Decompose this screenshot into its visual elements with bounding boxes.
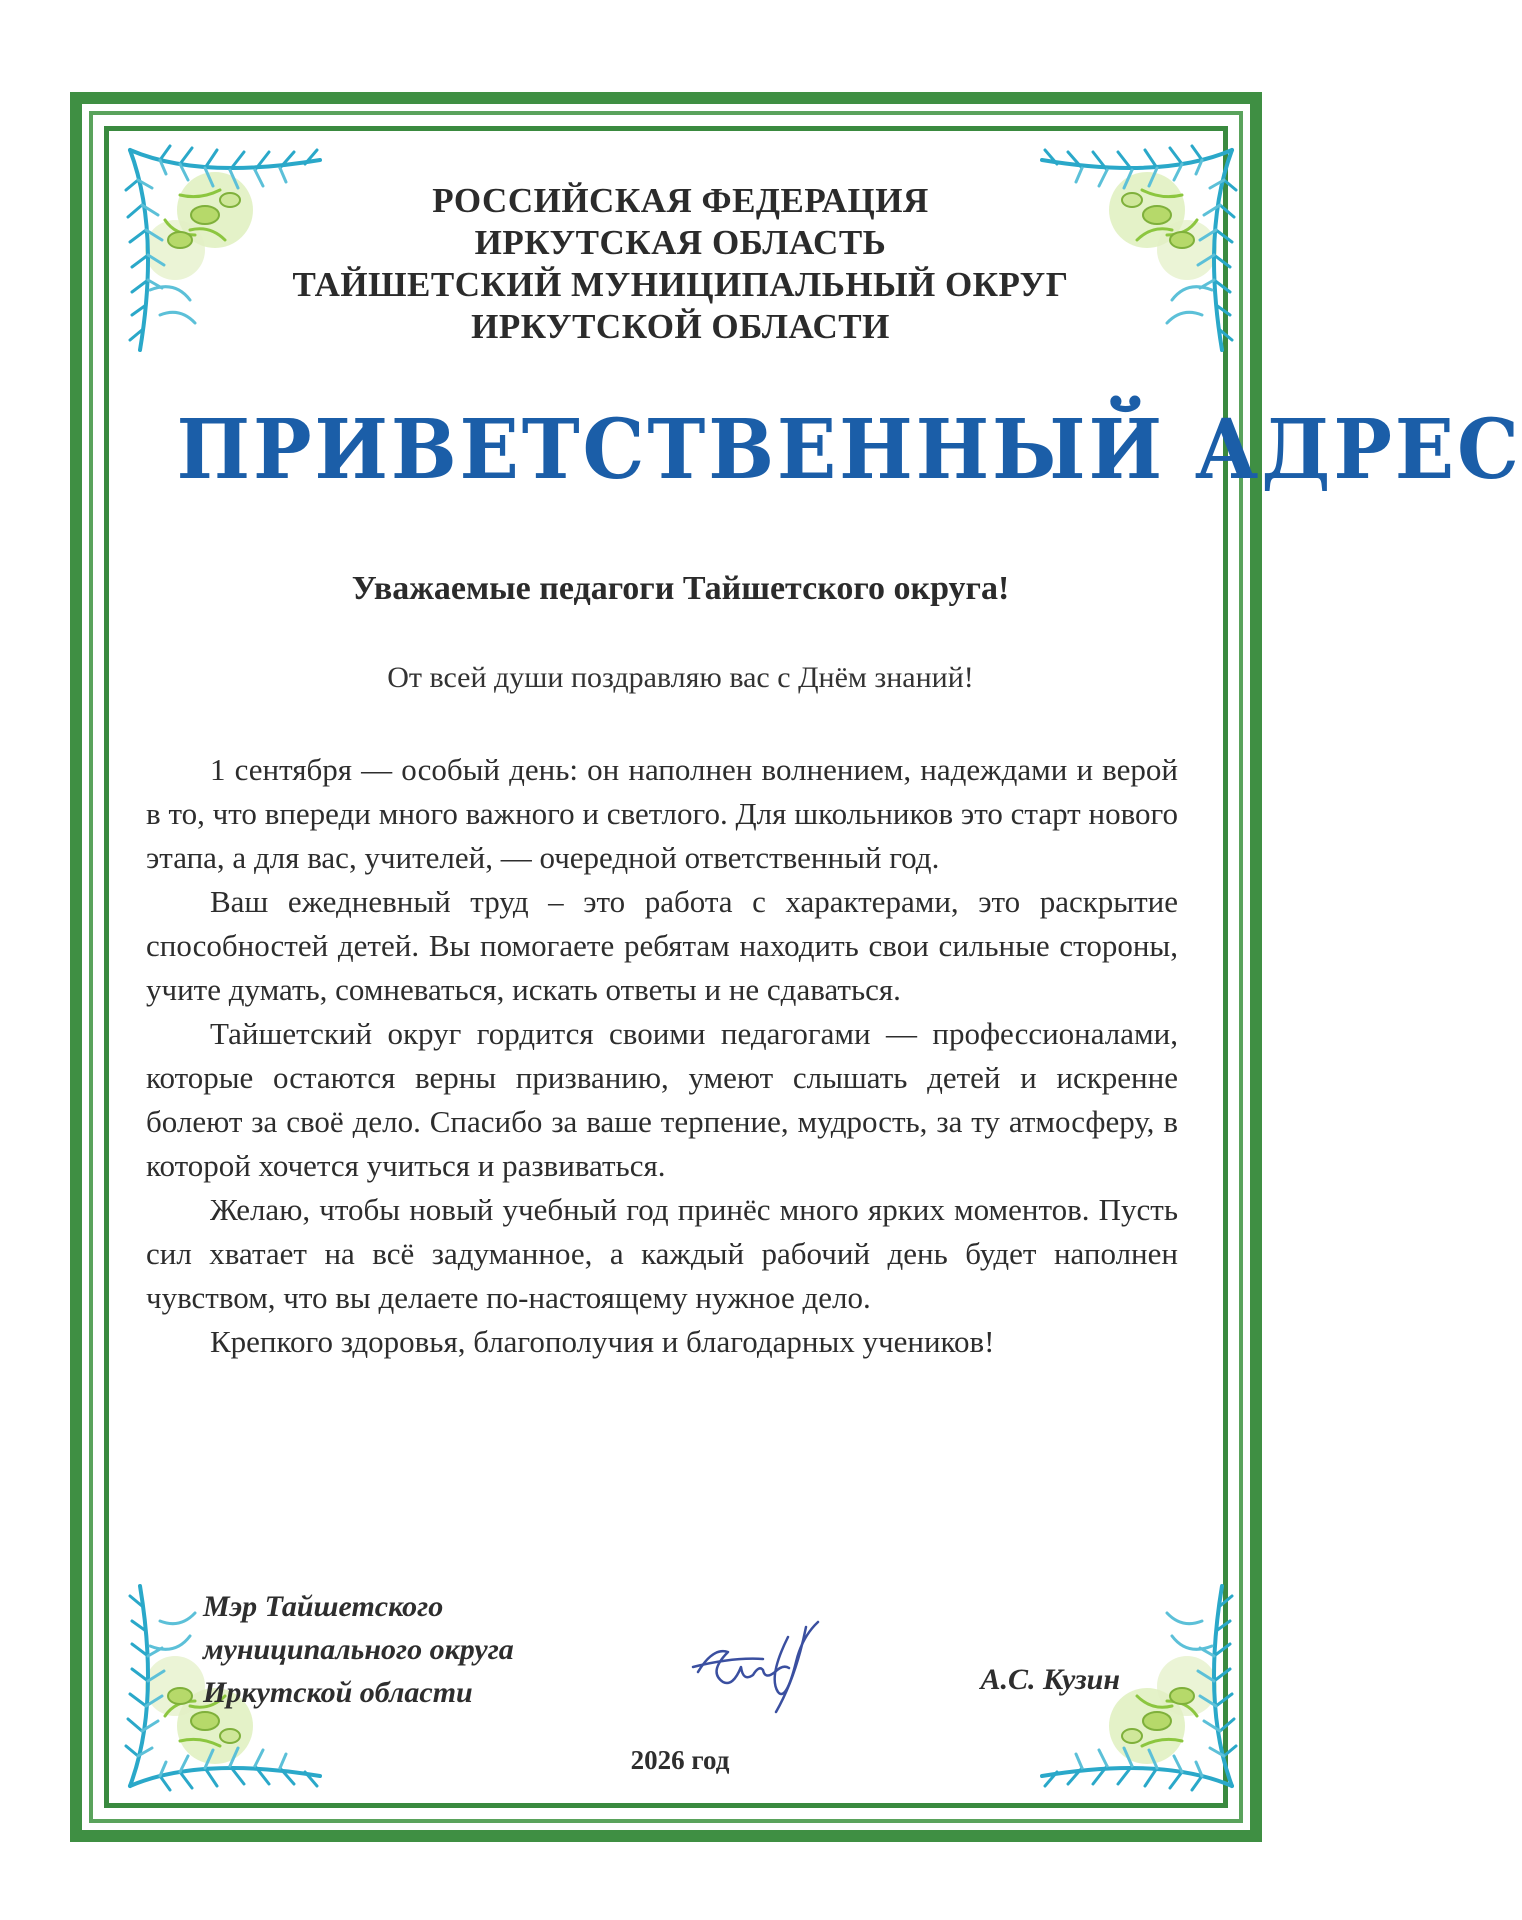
header-line-district: ТАЙШЕТСКИЙ МУНИЦИПАЛЬНЫЙ ОКРУГ	[292, 265, 1069, 304]
header-line-region: ИРКУТСКАЯ ОБЛАСТЬ	[474, 223, 887, 262]
position-line: Мэр Тайшетского	[203, 1590, 444, 1623]
handwritten-signature-icon	[688, 1612, 838, 1722]
body-paragraph: Тайшетский округ гордится своими педагогами — профессионалами, которые остаются верны призванию, умеют слышать детей и искренне болеют за своё дело. Спасибо за ваше терпение, мудрость, за ту атмосферу, в которой хочется учиться и развиваться.	[146, 1016, 1178, 1183]
position-line: муниципального округа	[203, 1633, 514, 1666]
letter-body	[146, 748, 1178, 1364]
document-year: 2026 год	[630, 1745, 730, 1775]
greeting-heading: Уважаемые педагоги Тайшетского округа!	[351, 570, 1010, 607]
document-header	[200, 180, 1161, 348]
header-line-country: РОССИЙСКАЯ ФЕДЕРАЦИЯ	[432, 181, 929, 220]
signatory-name: А.С. Кузин	[980, 1663, 1120, 1696]
congratulation-line: От всей души поздравляю вас с Днём знаний!	[387, 661, 974, 694]
body-paragraph: Желаю, чтобы новый учебный год принёс много ярких моментов. Пусть сил хватает на всё задуманное, а каждый рабочий день будет наполнен чувством, что вы делаете по-настоящему нужное дело.	[146, 1192, 1178, 1315]
body-paragraph: Ваш ежедневный труд – это работа с характерами, это раскрытие способностей детей. Вы помогаете ребятам находить свои сильные стороны, учите думать, сомневаться, искать ответы и не сдаваться.	[146, 884, 1178, 1007]
header-line-district-region: ИРКУТСКОЙ ОБЛАСТИ	[471, 307, 890, 346]
position-line: Иркутской области	[203, 1676, 473, 1709]
body-paragraph: Крепкого здоровья, благополучия и благодарных учеников!	[210, 1324, 995, 1359]
document-title: ПРИВЕТСТВЕННЫЙ АДРЕС	[176, 402, 1522, 498]
body-paragraph: 1 сентября — особый день: он наполнен волнением, надеждами и верой в то, что впереди много важного и светлого. Для школьников это старт нового этапа, а для вас, учителей, — очередной ответственный год.	[146, 752, 1178, 875]
signatory-position	[203, 1585, 643, 1714]
